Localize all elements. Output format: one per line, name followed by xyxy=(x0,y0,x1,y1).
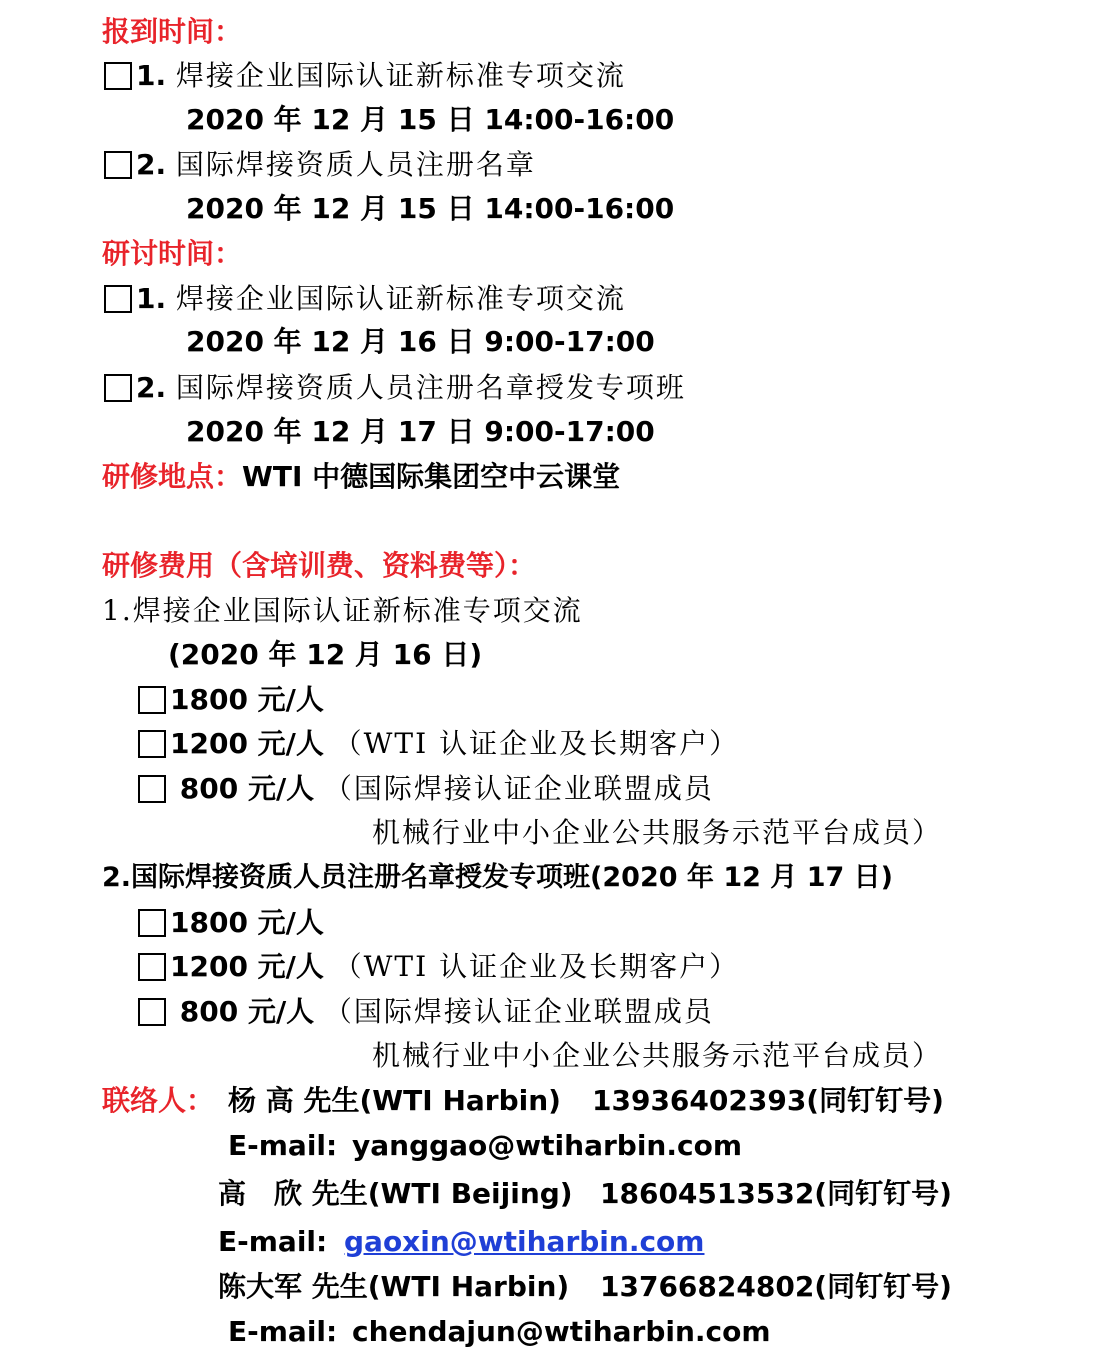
price: 1200 元/人 xyxy=(170,727,324,760)
contact-1-email-label: E-mail: xyxy=(228,1129,338,1162)
contact-3-phone: 13766824802(同钉钉号) xyxy=(600,1270,952,1303)
item-title: 焊接企业国际认证新标准专项交流 xyxy=(175,59,626,92)
seminar-item-1-time: 2020 年 12 月 16 日 9:00-17:00 xyxy=(186,325,655,358)
contacts-label: 联络人： xyxy=(102,1084,215,1117)
item-number: 2. xyxy=(136,148,167,181)
checkbox[interactable] xyxy=(138,775,166,803)
contact-1-name: 杨 高 先生(WTI Harbin) xyxy=(228,1084,561,1117)
course2-option-3-note2: 机械行业中小企业公共服务示范平台成员） xyxy=(372,1039,943,1072)
contact-2-email-link[interactable]: gaoxin@wtiharbin.com xyxy=(344,1225,705,1258)
contact-3-name: 陈大军 先生(WTI Harbin) xyxy=(218,1270,570,1303)
course2-option-1 xyxy=(138,905,324,941)
checkbox[interactable] xyxy=(138,909,166,937)
course-title: 2.国际焊接资质人员注册名章授发专项班(2020 年 12 月 17 日) xyxy=(102,862,894,893)
checkbox[interactable] xyxy=(138,686,166,714)
item-title: 国际焊接资质人员注册名章授发专项班 xyxy=(175,371,686,404)
checkbox[interactable] xyxy=(138,730,166,758)
contact-2-phone: 18604513532(同钉钉号) xyxy=(600,1177,952,1210)
course2-option-2 xyxy=(138,949,739,985)
registration-item-1-time: 2020 年 12 月 15 日 14:00-16:00 xyxy=(186,103,675,136)
registration-item-2 xyxy=(104,147,536,183)
course1-option-1 xyxy=(138,682,324,718)
price-note: （WTI 认证企业及长期客户） xyxy=(333,727,740,760)
course1-title xyxy=(102,593,583,629)
price: 1800 元/人 xyxy=(170,683,324,716)
price: 1200 元/人 xyxy=(170,950,324,983)
item-title: 焊接企业国际认证新标准专项交流 xyxy=(175,282,626,315)
registration-item-1 xyxy=(104,58,626,94)
price-note: （国际焊接认证企业联盟成员 xyxy=(323,995,714,1028)
seminar-item-1 xyxy=(104,281,626,317)
item-number: 1. xyxy=(136,59,167,92)
checkbox[interactable] xyxy=(138,998,166,1026)
price-note: （国际焊接认证企业联盟成员 xyxy=(323,772,714,805)
checkbox[interactable] xyxy=(104,62,132,90)
seminar-item-2-time: 2020 年 12 月 17 日 9:00-17:00 xyxy=(186,415,655,448)
location-row xyxy=(102,459,620,495)
location-label: 研修地点： xyxy=(102,460,243,493)
contact-3-email: chendajun@wtiharbin.com xyxy=(352,1315,771,1348)
item-number: 2. xyxy=(136,371,167,404)
contact-3-email-label: E-mail: xyxy=(228,1315,338,1348)
checkbox[interactable] xyxy=(104,285,132,313)
checkbox[interactable] xyxy=(104,151,132,179)
price: 800 元/人 xyxy=(170,772,315,805)
location-value: WTI 中德国际集团空中云课堂 xyxy=(242,460,621,493)
checkbox[interactable] xyxy=(104,374,132,402)
contact-2-name: 高 欣 先生(WTI Beijing) xyxy=(218,1177,573,1210)
price: 800 元/人 xyxy=(170,995,315,1028)
registration-heading: 报到时间： xyxy=(102,15,243,48)
course1-option-3-note2: 机械行业中小企业公共服务示范平台成员） xyxy=(372,816,943,849)
contact-1-email: yanggao@wtiharbin.com xyxy=(352,1129,743,1162)
registration-item-2-time: 2020 年 12 月 15 日 14:00-16:00 xyxy=(186,192,675,225)
course2-option-3 xyxy=(138,994,714,1030)
seminar-item-2 xyxy=(104,370,686,406)
course1-date: (2020 年 12 月 16 日) xyxy=(168,638,483,671)
price-note: （WTI 认证企业及长期客户） xyxy=(333,950,740,983)
fees-heading: 研修费用（含培训费、资料费等）： xyxy=(102,549,537,582)
item-title: 国际焊接资质人员注册名章 xyxy=(175,148,536,181)
item-number: 1. xyxy=(136,282,167,315)
contact-2-email-label: E-mail: xyxy=(218,1225,328,1258)
price: 1800 元/人 xyxy=(170,906,324,939)
course-title: 1.焊接企业国际认证新标准专项交流 xyxy=(102,594,583,627)
seminar-heading: 研讨时间： xyxy=(102,237,243,270)
contact-1-phone: 13936402393(同钉钉号) xyxy=(592,1084,944,1117)
course1-option-2 xyxy=(138,726,739,762)
course1-option-3 xyxy=(138,771,714,807)
checkbox[interactable] xyxy=(138,953,166,981)
course2-title xyxy=(102,860,893,896)
